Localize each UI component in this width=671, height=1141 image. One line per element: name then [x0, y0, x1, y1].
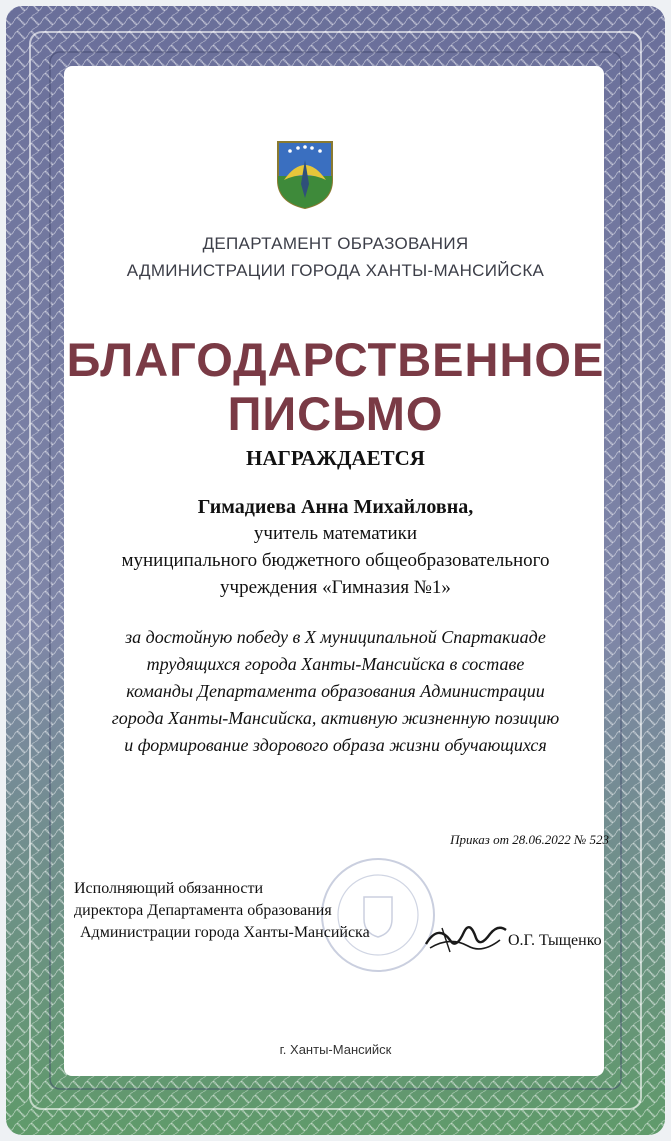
document-title-line-2: ПИСЬМО [227, 387, 444, 440]
reason-line: трудящихся города Ханты-Мансийска в составе [146, 654, 525, 674]
awarded-label: НАГРАЖДАЕТСЯ [246, 446, 425, 470]
department-line-2: АДМИНИСТРАЦИИ ГОРОДА ХАНТЫ-МАНСИЙСКА [126, 261, 545, 280]
reason-line: за достойную победу в X муниципальной Спартакиаде [125, 627, 546, 647]
coat-of-arms-icon [276, 140, 334, 210]
recipient-position-line: муниципального бюджетного общеобразовательного [121, 550, 550, 571]
signatory-title-line: директора Департамента образования [74, 902, 332, 919]
order-reference: Приказ от 28.06.2022 № 523 [450, 832, 609, 847]
recipient-name: Гимадиева Анна Михайловна, [197, 496, 474, 518]
handwritten-signature-icon [420, 910, 510, 960]
reason-line: города Ханты-Мансийска, активную жизненную позицию [111, 708, 560, 728]
recipient-position-line: учреждения «Гимназия №1» [220, 577, 451, 598]
signatory-title-line: Исполняющий обязанности [74, 880, 264, 897]
signatory-name: О.Г. Тыщенко [508, 932, 602, 949]
reason-line: команды Департамента образования Администрации [126, 681, 545, 701]
document-title-line-1: БЛАГОДАРСТВЕННОЕ [66, 333, 605, 386]
signatory-title-line: Администрации города Ханты-Мансийска [80, 924, 370, 941]
city-label: г. Ханты-Мансийск [279, 1042, 392, 1057]
recipient-position-line: учитель математики [253, 523, 418, 544]
department-line-1: ДЕПАРТАМЕНТ ОБРАЗОВАНИЯ [202, 234, 469, 253]
reason-line: и формирование здорового образа жизни обучающихся [124, 735, 547, 755]
